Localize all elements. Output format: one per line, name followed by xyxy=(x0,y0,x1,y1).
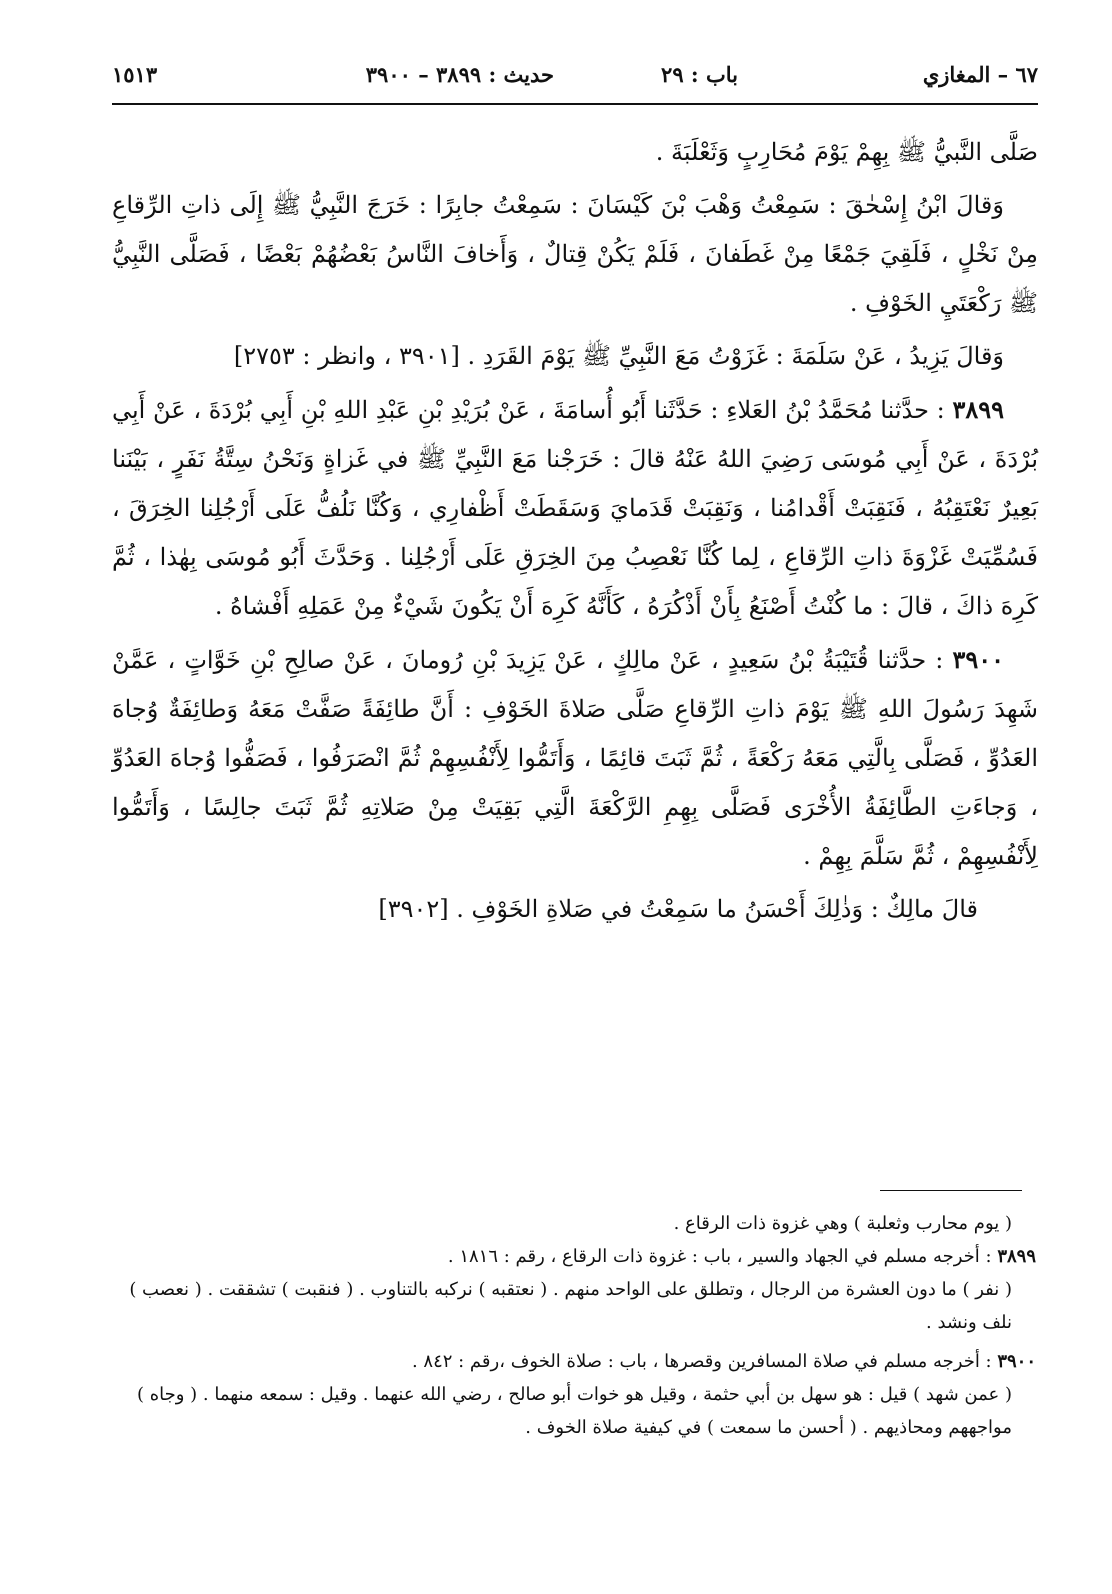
running-header xyxy=(112,56,1038,100)
hadith-text: : حدَّثنا قُتَيْبَةُ بْنُ سَعِيدٍ ، عَنْ مالِكٍ ، عَنْ يَزِيدَ بْنِ رُومانَ ، عَنْ صالِحِ بْنِ خَوَّاتٍ ، عَمَّنْ شَهِدَ رَسُولَ اللهِ ﷺ يَوْمَ ذاتِ الرِّقاعِ صَلَّى صَلاةَ الخَوْفِ : أَنَّ طائِفَةً صَفَّتْ مَعَهُ وَطائِفَةٌ وُجاهَ العَدُوِّ ، فَصَلَّى بِالَّتِي مَعَهُ رَكْعَةً ، ثُمَّ ثَبَتَ قائِمًا ، وَأَتَمُّوا لِأَنْفُسِهِمْ ثُمَّ انْصَرَفُوا ، فَصَفُّوا وُجاهَ العَدُوِّ ، وَجاءَتِ الطَّائِفَةُ الأُخْرَى فَصَلَّى بِهِمِ الرَّكْعَةَ الَّتِي بَقِيَتْ مِنْ صَلاتِهِ ثُمَّ ثَبَتَ جالِسًا ، وَأَتَمُّوا لِأَنْفُسِهِمْ ، ثُمَّ سَلَّمَ بِهِمْ . xyxy=(112,646,1038,870)
footnote-number: ٣٨٩٩ xyxy=(997,1246,1036,1267)
page-number: ١٥١٣ xyxy=(112,62,158,87)
footnote-text: : أخرجه مسلم في صلاة المسافرين وقصرها ، باب : صلاة الخوف ،رقم : ٨٤٢ . xyxy=(411,1351,998,1372)
hadith-number: ٣٨٩٩ xyxy=(952,395,1004,424)
header-divider xyxy=(112,103,1038,105)
hadith-3900 xyxy=(112,635,1038,881)
paragraph-yazid: وَقالَ يَزِيدُ ، عَنْ سَلَمَةَ : غَزَوْتُ مَعَ النَّبِيِّ ﷺ يَوْمَ القَرَدِ . [٣٩٠١ ، وانظر : ٢٧٥٣] xyxy=(233,342,1004,370)
paragraph-muharib: صَلَّى النَّبيُّ ﷺ بِهِمْ يَوْمَ مُحَارِبٍ وَثَعْلَبَةَ . xyxy=(655,138,1038,166)
footnote-divider xyxy=(880,1190,1022,1191)
bab-number: باب : ٢٩ xyxy=(661,62,738,87)
chapter-title: ٦٧ – المغازي xyxy=(922,62,1038,87)
footnote-number: ٣٩٠٠ xyxy=(997,1351,1036,1372)
hadith-3899 xyxy=(112,385,1038,631)
footnote-muharib: ( يوم محارب وثعلبة ) وهي غزوة ذات الرقاع . xyxy=(673,1213,1012,1234)
footnote-3899-glossary: ( نفر ) ما دون العشرة من الرجال ، وتطلق على الواحد منهم . ( نعتقبه ) نركبه بالتناوب . ( فنقبت ) تشققت . ( نعصب ) نلف ونشد . xyxy=(129,1279,1012,1333)
footnote-3900-glossary: ( عمن شهد ) قيل : هو سهل بن أبي حثمة ، وقيل هو خوات أبو صالح ، رضي الله عنهما . وقيل : سمعه منهما . ( وجاه ) مواجههم ومحاذيهم . ( أحسن ما سمعت ) في كيفية صلاة الخوف . xyxy=(136,1384,1012,1438)
footnote-text: : أخرجه مسلم في الجهاد والسير ، باب : غزوة ذات الرقاع ، رقم : ١٨١٦ . xyxy=(447,1246,998,1267)
hadith-number: ٣٩٠٠ xyxy=(952,645,1004,674)
hadith-text: : حدَّثنا مُحَمَّدُ بْنُ العَلاءِ : حَدَّثَنا أَبُو أُسامَةَ ، عَنْ بُرَيْدِ بْنِ عَبْدِ اللهِ بْنِ أَبِي بُرْدَةَ ، عَنْ أَبِي بُرْدَةَ ، عَنْ أَبِي مُوسَى رَضِيَ اللهُ عَنْهُ قالَ : خَرَجْنا مَعَ النَّبِيِّ ﷺ في غَزاةٍ وَنَحْنُ سِتَّةُ نَفَرٍ ، بَيْنَنا بَعِيرٌ نَعْتَقِبُهُ ، فَنَقِبَتْ أَقْدامُنا ، وَنَقِبَتْ قَدَمايَ وَسَقَطَتْ أَظْفارِي ، وَكُنَّا نَلُفُّ عَلَى أَرْجُلِنا الخِرَقَ ، فَسُمِّيَتْ غَزْوَةَ ذاتِ الرِّقاعِ ، لِما كُنَّا نَعْصِبُ مِنَ الخِرَقِ عَلَى أَرْجُلِنا . وَحَدَّثَ أَبُو مُوسَى بِهٰذا ، ثُمَّ كَرِهَ ذاكَ ، قالَ : ما كُنْتُ أَصْنَعُ بِأَنْ أَذْكُرَهُ ، كَأَنَّهُ كَرِهَ أَنْ يَكُونَ شَيْءٌ مِنْ عَمَلِهِ أَفْشاهُ . xyxy=(112,396,1038,620)
main-text xyxy=(112,128,1038,938)
hadith-range: حديث : ٣٨٩٩ – ٣٩٠٠ xyxy=(365,62,554,87)
footnote-3900-source xyxy=(112,1345,1036,1378)
paragraph-ibn-ishaq: وَقالَ ابْنُ إِسْحٰقَ : سَمِعْتُ وَهْبَ بْنَ كَيْسَانَ : سَمِعْتُ جابِرًا : خَرَجَ النَّبِيُّ ﷺ إِلَى ذاتِ الرِّقاعِ مِنْ نَخْلٍ ، فَلَقِيَ جَمْعًا مِنْ غَطَفانَ ، فَلَمْ يَكُنْ قِتالٌ ، وَأَخافَ النَّاسُ بَعْضُهُمْ بَعْضًا ، فَصَلَّى النَّبِيُّ ﷺ رَكْعَتَيِ الخَوْفِ . xyxy=(112,191,1038,317)
paragraph-malik: قالَ مالِكٌ : وَذٰلِكَ أَحْسَنُ ما سَمِعْتُ في صَلاةِ الخَوْفِ . [٣٩٠٢] xyxy=(378,895,978,923)
footnote-3899-source xyxy=(112,1240,1036,1273)
footnotes xyxy=(112,1207,1036,1444)
